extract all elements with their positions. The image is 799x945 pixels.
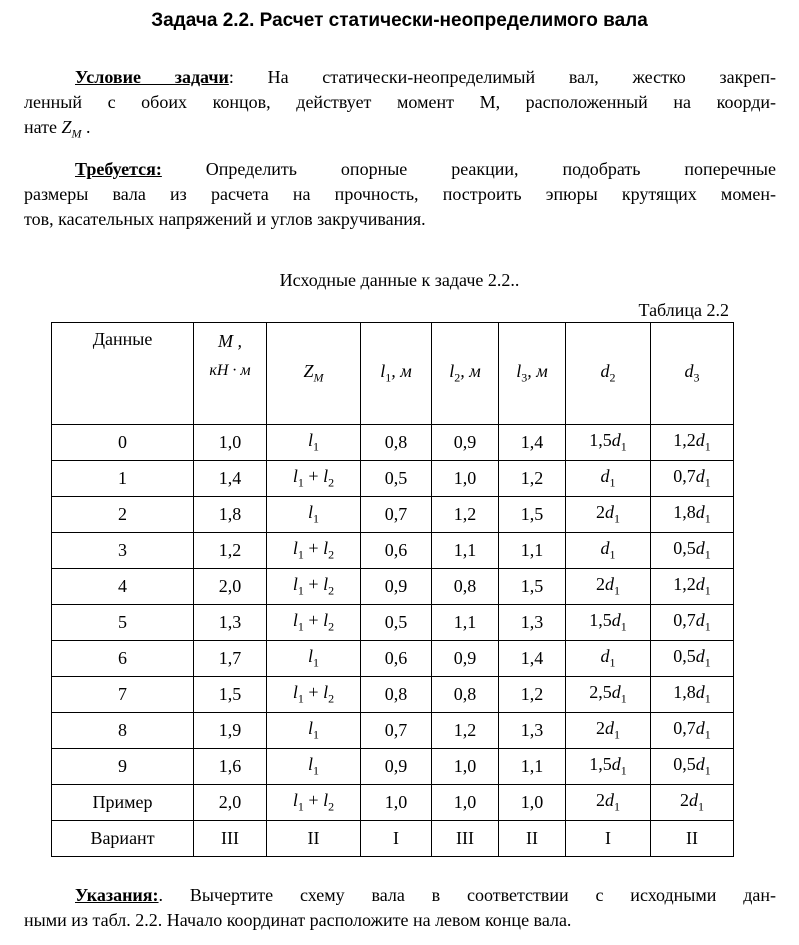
cell-d2: $d_1$ [566, 533, 651, 569]
cell-l3: 1,4 [499, 641, 566, 677]
instructions-line-2: ными из табл. 2.2. Начало координат расположите на левом конце вала. [24, 910, 572, 930]
cell-m: 1,2 [194, 533, 267, 569]
cell-d2: $d_1$ [566, 461, 651, 497]
page-title: Задача 2.2. Расчет статически-неопределимого вала [151, 10, 648, 31]
cell-d3: $0,7d_1$ [651, 605, 734, 641]
cell-m: 1,4 [194, 461, 267, 497]
table-body [52, 425, 734, 857]
table-number: Таблица 2.2 [638, 300, 729, 320]
table-row [52, 641, 734, 677]
header-l1: $l_1$, м [361, 323, 432, 425]
cell-d2: $2,5d_1$ [566, 677, 651, 713]
cell-label: 4 [52, 569, 194, 605]
table-row [52, 569, 734, 605]
required-line-1: Определить опорные реакции, подобрать поперечные [161, 159, 776, 179]
cell-l3: II [499, 821, 566, 857]
cell-l1: 0,7 [361, 713, 432, 749]
cell-l2: 1,0 [432, 461, 499, 497]
required-line-2: размеры вала из расчета на прочность, построить эпюры крутящих момен- [24, 184, 776, 204]
cell-d3: $2d_1$ [651, 785, 734, 821]
table-row [52, 533, 734, 569]
cell-l3: 1,1 [499, 749, 566, 785]
cell-m: 1,3 [194, 605, 267, 641]
cell-l3: 1,3 [499, 713, 566, 749]
cell-l3: 1,5 [499, 569, 566, 605]
cell-l2: 1,1 [432, 605, 499, 641]
instructions-lead: Указания: [75, 885, 159, 905]
condition-line-2: ленный с обоих концов, действует момент М, расположенный на коорди- [24, 92, 776, 112]
cell-m: 2,0 [194, 785, 267, 821]
cell-zm: $l_1 + l_2$ [267, 461, 361, 497]
cell-l1: 0,6 [361, 533, 432, 569]
cell-l3: 1,2 [499, 461, 566, 497]
condition-line-1: : На статически-неопределимый вал, жестко закреп- [228, 67, 776, 87]
cell-l2: III [432, 821, 499, 857]
instructions-line-1: . Вычертите схему вала в соответствии с исходными дан- [158, 885, 776, 905]
cell-d3: $0,5d_1$ [651, 533, 734, 569]
cell-zm: $l_1$ [267, 713, 361, 749]
table-caption: Исходные данные к задаче 2.2.. [279, 270, 520, 290]
cell-l2: 1,2 [432, 713, 499, 749]
cell-l2: 0,9 [432, 425, 499, 461]
cell-d2: $2d_1$ [566, 713, 651, 749]
cell-m: 1,0 [194, 425, 267, 461]
table-row [52, 785, 734, 821]
cell-l1: 0,9 [361, 749, 432, 785]
cell-m: 1,6 [194, 749, 267, 785]
cell-d3: $1,8d_1$ [651, 677, 734, 713]
cell-m: 1,5 [194, 677, 267, 713]
cell-d2: $2d_1$ [566, 785, 651, 821]
cell-l2: 1,0 [432, 749, 499, 785]
cell-zm: $l_1 + l_2$ [267, 605, 361, 641]
cell-m: III [194, 821, 267, 857]
cell-d3: $1,2d_1$ [651, 425, 734, 461]
cell-d3: $1,8d_1$ [651, 497, 734, 533]
cell-zm: $l_1$ [267, 497, 361, 533]
condition-line-3: нате [24, 117, 58, 137]
cell-l2: 0,9 [432, 641, 499, 677]
cell-label: 6 [52, 641, 194, 677]
cell-d3: $0,7d_1$ [651, 713, 734, 749]
cell-l3: 1,0 [499, 785, 566, 821]
cell-l2: 1,0 [432, 785, 499, 821]
table-row [52, 605, 734, 641]
cell-label: 8 [52, 713, 194, 749]
table-row [52, 749, 734, 785]
cell-l1: 0,7 [361, 497, 432, 533]
cell-l3: 1,4 [499, 425, 566, 461]
cell-d2: $1,5d_1$ [566, 605, 651, 641]
header-l3: $l_3$, м [499, 323, 566, 425]
cell-zm: II [267, 821, 361, 857]
cell-l3: 1,5 [499, 497, 566, 533]
header-d2: $d_2$ [566, 323, 651, 425]
cell-d3: $0,5d_1$ [651, 641, 734, 677]
cell-label: 2 [52, 497, 194, 533]
data-table [51, 322, 734, 857]
cell-d3: $0,5d_1$ [651, 749, 734, 785]
table-row [52, 677, 734, 713]
header-zm: $Z_M$ [267, 323, 361, 425]
cell-m: 1,9 [194, 713, 267, 749]
header-data: Данные [52, 323, 194, 425]
cell-m: 1,8 [194, 497, 267, 533]
required-lead: Требуется: [75, 159, 162, 179]
cell-d2: $d_1$ [566, 641, 651, 677]
cell-l1: 0,5 [361, 605, 432, 641]
cell-label: 7 [52, 677, 194, 713]
header-l2: $l_2$, м [432, 323, 499, 425]
cell-label: 5 [52, 605, 194, 641]
coordinate-z: Z [61, 117, 72, 137]
header-m: M , кН · м [194, 323, 267, 425]
table-row [52, 497, 734, 533]
cell-l2: 1,1 [432, 533, 499, 569]
cell-l2: 0,8 [432, 677, 499, 713]
cell-zm: $l_1 + l_2$ [267, 569, 361, 605]
cell-d2: $1,5d_1$ [566, 749, 651, 785]
table-row [52, 461, 734, 497]
table-header-row [52, 323, 734, 425]
required-line-3: тов, касательных напряжений и углов закручивания. [24, 209, 426, 229]
cell-l1: 0,8 [361, 677, 432, 713]
cell-d2: $2d_1$ [566, 569, 651, 605]
condition-paragraph [24, 65, 776, 147]
cell-l1: 1,0 [361, 785, 432, 821]
cell-d3: $0,7d_1$ [651, 461, 734, 497]
cell-label: Вариант [52, 821, 194, 857]
instructions-paragraph [24, 883, 776, 933]
coordinate-z-sub: M [71, 126, 82, 141]
cell-zm: $l_1$ [267, 749, 361, 785]
cell-zm: $l_1 + l_2$ [267, 785, 361, 821]
cell-l1: 0,6 [361, 641, 432, 677]
cell-l1: I [361, 821, 432, 857]
cell-l2: 1,2 [432, 497, 499, 533]
cell-zm: $l_1$ [267, 641, 361, 677]
cell-l3: 1,3 [499, 605, 566, 641]
cell-label: 3 [52, 533, 194, 569]
cell-l1: 0,9 [361, 569, 432, 605]
cell-l3: 1,2 [499, 677, 566, 713]
cell-l2: 0,8 [432, 569, 499, 605]
cell-d2: I [566, 821, 651, 857]
cell-l3: 1,1 [499, 533, 566, 569]
cell-label: Пример [52, 785, 194, 821]
table-row [52, 425, 734, 461]
header-d3: $d_3$ [651, 323, 734, 425]
cell-zm: $l_1$ [267, 425, 361, 461]
condition-line-3-end: . [86, 117, 91, 137]
cell-m: 1,7 [194, 641, 267, 677]
cell-label: 0 [52, 425, 194, 461]
condition-lead: Условие задачи [75, 67, 229, 87]
cell-label: 1 [52, 461, 194, 497]
cell-l1: 0,8 [361, 425, 432, 461]
cell-m: 2,0 [194, 569, 267, 605]
cell-l1: 0,5 [361, 461, 432, 497]
cell-zm: $l_1 + l_2$ [267, 677, 361, 713]
cell-zm: $l_1 + l_2$ [267, 533, 361, 569]
cell-d2: $1,5d_1$ [566, 425, 651, 461]
required-paragraph [24, 157, 776, 232]
cell-d3: $1,2d_1$ [651, 569, 734, 605]
table-row [52, 821, 734, 857]
cell-label: 9 [52, 749, 194, 785]
table-row [52, 713, 734, 749]
cell-d3: II [651, 821, 734, 857]
cell-d2: $2d_1$ [566, 497, 651, 533]
